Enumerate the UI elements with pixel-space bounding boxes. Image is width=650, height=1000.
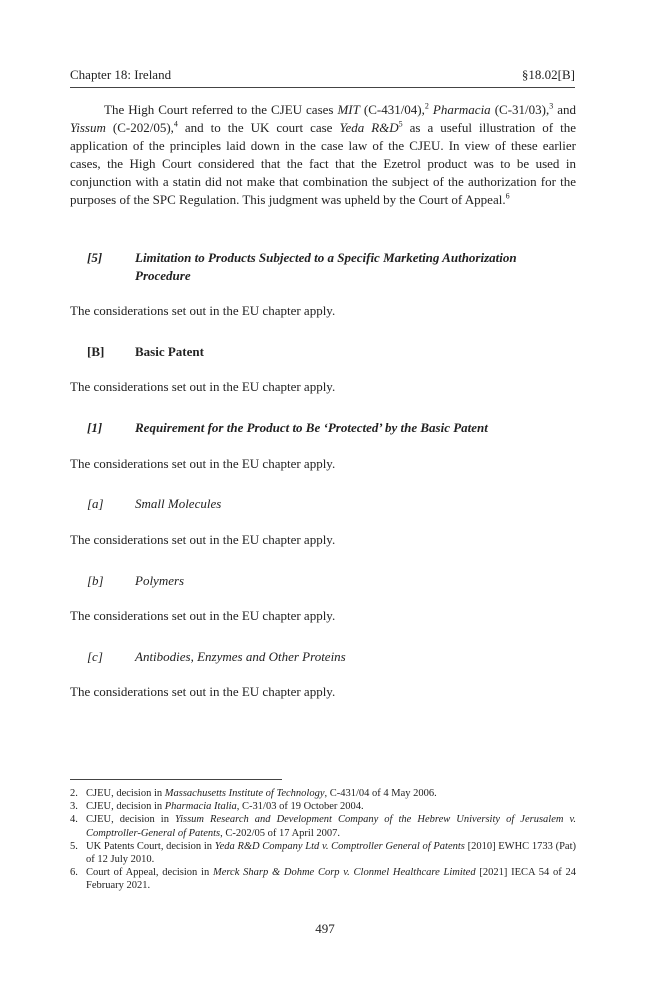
- case-name-yeda: Yeda R&D: [339, 120, 399, 136]
- section-heading-1: [87, 419, 557, 437]
- section-number: [1]: [87, 420, 103, 435]
- footnote-text: [86, 800, 576, 813]
- footnote-ref-4[interactable]: 4: [173, 119, 178, 129]
- footnote-divider: [70, 779, 282, 780]
- footnote-number: 5.: [70, 840, 78, 852]
- footnote-text-part: UK Patents Court, decision in: [86, 840, 215, 852]
- section-number: [B]: [87, 344, 105, 359]
- section-heading-a: [87, 495, 557, 513]
- case-name-mit: MIT: [337, 102, 360, 117]
- footnote-text: [86, 813, 576, 839]
- paragraph-text: and: [553, 102, 576, 117]
- section-number: [a]: [87, 496, 104, 511]
- paragraph-text: (C-31/03),: [490, 102, 550, 117]
- footnote-number: 2.: [70, 788, 78, 799]
- running-header: [70, 66, 575, 88]
- case-name-yissum: Yissum: [70, 120, 106, 136]
- footnote-ref-2[interactable]: 2: [424, 101, 429, 111]
- paragraph-text: (C-431/04),: [359, 102, 425, 117]
- footnote-number: 6.: [70, 867, 78, 879]
- chapter-title: Chapter 18: Ireland: [70, 67, 172, 82]
- footnote-text-part: [2021] IECA 54 of 24 February 2021.: [86, 867, 576, 892]
- footnote-ref-3[interactable]: 3: [549, 101, 554, 111]
- footnote-text-part: , C-31/03 of 19 October 2004.: [236, 801, 364, 813]
- section-number: [5]: [87, 250, 103, 265]
- page-number: 497: [315, 921, 335, 936]
- paragraph-text: The High Court referred to the CJEU cases: [104, 102, 338, 117]
- body-paragraph: [70, 101, 576, 210]
- section-body: The considerations set out in the EU chapter apply.: [70, 303, 336, 318]
- footnote-text-part: CJEU, decision in: [86, 788, 165, 799]
- section-heading-b-sub: [87, 572, 557, 590]
- paragraph-text: (C-202/05),: [105, 120, 174, 136]
- footnote-text-part: CJEU, decision in: [86, 801, 165, 813]
- section-number: [c]: [87, 649, 103, 664]
- footnote-text: [86, 787, 576, 800]
- footnote-6: [70, 866, 576, 892]
- footnotes: [70, 787, 576, 893]
- footnote-case-name: Pharmacia Italia: [164, 801, 237, 813]
- section-body: The considerations set out in the EU chapter apply.: [70, 456, 336, 471]
- footnote-3: [70, 800, 576, 813]
- section-title: Limitation to Products Subjected to a Specific Marketing Authorization Procedure: [135, 250, 517, 283]
- footnote-5: [70, 840, 576, 866]
- section-title: Requirement for the Product to Be ‘Protected’ by the Basic Patent: [135, 420, 488, 435]
- footnote-2: [70, 787, 576, 800]
- section-title: Small Molecules: [135, 496, 222, 511]
- footnote-number: 3.: [70, 801, 78, 813]
- footnote-case-name: Massachusetts Institute of Technology: [164, 788, 325, 799]
- footnote-number: 4.: [70, 814, 78, 826]
- footnote-ref-6[interactable]: 6: [505, 192, 510, 202]
- footnote-text: [86, 840, 576, 866]
- footnote-text-part: Court of Appeal, decision in: [86, 867, 213, 879]
- section-body: The considerations set out in the EU chapter apply.: [70, 379, 336, 394]
- footnote-case-name: Merck Sharp & Dohme Corp v. Clonmel Healthcare Limited: [212, 867, 476, 879]
- section-body: The considerations set out in the EU chapter apply.: [70, 684, 336, 699]
- footnote-case-name: Yeda R&D Company Ltd v. Comptroller General of Patents: [214, 840, 465, 852]
- section-title: Polymers: [135, 573, 185, 588]
- footnote-4: [70, 813, 576, 839]
- footnote-text-part: , C-202/05 of 17 April 2007.: [220, 827, 341, 839]
- paragraph-text: as a useful illustration of the application of the principles laid down in the case law of the CJEU. In view of these earlier cases, the High Court considered that the fact that the Ezetrol product was to be used in conjunction with a statin did not make that combination the subject of the authorization for the purposes of the SPC Regulation. This judgment was upheld by the Court of Appeal.: [70, 120, 576, 208]
- section-heading-c: [87, 648, 557, 666]
- section-number: [b]: [87, 573, 104, 588]
- section-body: The considerations set out in the EU chapter apply.: [70, 532, 336, 547]
- section-heading-5: [87, 249, 557, 285]
- footnote-ref-5[interactable]: 5: [398, 119, 403, 129]
- footnote-text-part: , C-431/04 of 4 May 2006.: [324, 788, 437, 799]
- footnote-case-name: Yissum Research and Development Company of the Hebrew University of Jerusalem v. Comptroller-General of Patents: [86, 814, 576, 839]
- section-reference: §18.02[B]: [521, 67, 575, 82]
- section-title: Antibodies, Enzymes and Other Proteins: [135, 649, 346, 664]
- case-name-pharmacia: Pharmacia: [432, 102, 491, 117]
- footnote-text-part: CJEU, decision in: [86, 814, 176, 826]
- section-heading-b: [87, 343, 557, 361]
- footnote-text-part: [2010] EWHC 1733 (Pat) of 12 July 2010.: [86, 840, 576, 866]
- paragraph-text: and to the UK court case: [177, 120, 340, 136]
- section-title: Basic Patent: [135, 344, 204, 359]
- footnote-text: [86, 866, 576, 892]
- section-body: The considerations set out in the EU chapter apply.: [70, 608, 336, 623]
